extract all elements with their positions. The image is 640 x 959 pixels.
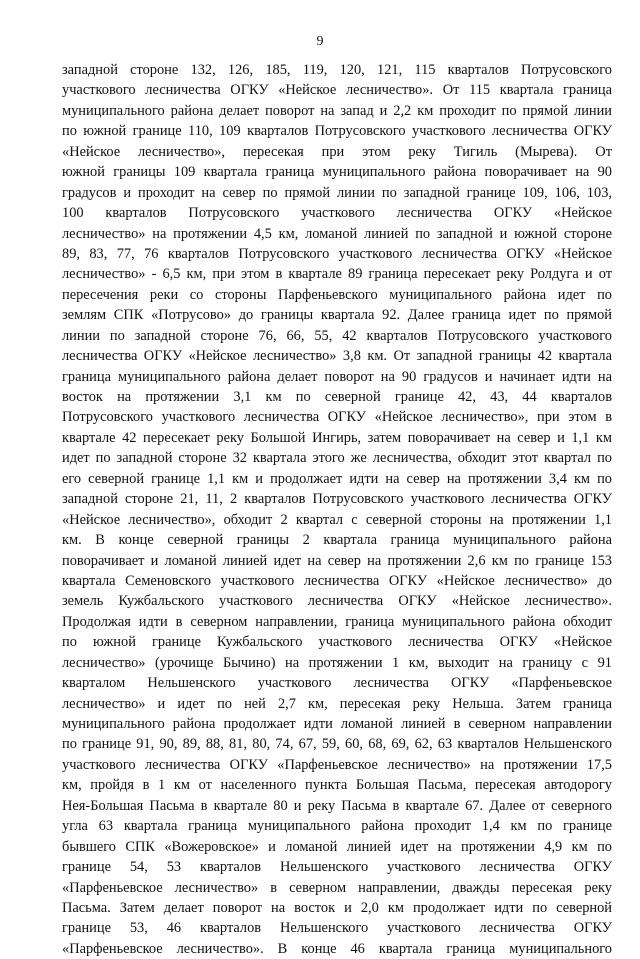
text-line: поворачивает и ломаной линией идет на север на протяжении 2,6 км по границе 153 [62,552,612,569]
text-line: Нея-Большая Пасьма в квартале 80 и реку Пасьма в квартале 67. Далее от северного [62,797,612,814]
text-line: южной границы 109 квартала граница муниципального района поворачивает на 90 [62,164,612,181]
text-line: его северной границе 1,1 км и продолжает идти на север на протяжении 3,4 км по [62,470,612,487]
text-line: границе 54, 53 кварталов Нельшенского участкового лесничества ОГКУ [62,859,612,876]
text-line: пересечения реки со стороны Парфеньевского муниципального района идет по [62,286,612,303]
page-number: 9 [316,34,324,49]
text-line: Продолжая идти в северном направлении, граница муниципального района обходит [62,613,612,630]
text-line: км, пройдя в 1 км от населенного пункта Большая Пасьма, пересекая автодорогу [62,777,612,794]
text-line: 89, 83, 77, 76 кварталов Потрусовского участкового лесничества ОГКУ «Нейское [62,245,612,262]
text-line: по границе 91, 90, 89, 88, 81, 80, 74, 67, 59, 60, 68, 69, 62, 63 кварталов Нельшенского [62,736,612,753]
text-line: земель Кужбальского участкового лесничества ОГКУ «Нейское лесничество». [62,593,612,610]
text-line: линии по западной стороне 76, 66, 55, 42 кварталов Потрусовского участкового [62,327,612,344]
text-line: лесничества ОГКУ «Нейское лесничество» 3,8 км. От западной границы 42 квартала [62,348,612,365]
text-line: «Парфеньевское лесничество». В конце 46 квартала граница муниципального [62,940,612,957]
text-line: лесничество» (урочище Бычино) на протяжении 1 км, выходит на границу с 91 [62,654,612,671]
text-line: землям СПК «Потрусово» до границы квартала 92. Далее граница идет по прямой [62,307,612,324]
text-line: восток на протяжении 3,1 км по северной границе 42, 43, 44 кварталов [62,389,612,405]
text-line: участкового лесничества ОГКУ «Нейское лесничество». От 115 квартала граница [62,82,612,99]
text-line: границе 53, 46 кварталов Нельшенского участкового лесничества ОГКУ [62,920,612,937]
text-line: «Нейское лесничество», обходит 2 квартал с северной стороны на протяжении 1,1 [62,511,612,528]
text-line: Пасьма. Затем делает поворот на восток и 2,0 км продолжает идти по северной [62,899,612,916]
text-line: граница муниципального района делает поворот на 90 градусов и начинает идти на [62,368,612,385]
text-line: квартале 42 пересекает реку Большой Ингирь, затем поворачивает на север и 1,1 км [62,429,612,446]
text-line: по южной границе Кужбальского участкового лесничества ОГКУ «Нейское [62,634,612,651]
body-text [62,60,612,959]
text-line: лесничество» - 6,5 км, при этом в квартале 89 граница пересекает реку Ролдуга и от [62,266,612,283]
text-line: 100 кварталов Потрусовского участкового лесничества ОГКУ «Нейское [62,205,612,222]
text-line: квартала Семеновского участкового лесничества ОГКУ «Нейское лесничество» до [62,572,612,589]
text-line: км. В конце северной границы 2 квартала граница муниципального района [62,532,612,549]
text-line: муниципального района делает поворот на запад и 2,2 км проходит по прямой линии [62,102,612,119]
text-line: угла 63 квартала граница муниципального района проходит 1,4 км по границе [62,818,612,835]
text-line: муниципального района продолжает идти ломаной линией в северном направлении [62,716,612,732]
text-line: лесничество» и идет по ней 2,7 км, пересекая реку Нельша. Затем граница [62,695,612,712]
text-line: Потрусовского участкового лесничества ОГКУ «Нейское лесничество», при этом в [62,409,612,426]
text-line: «Нейское лесничество», пересекая при этом реку Тигиль (Мырева). От [62,143,612,160]
text-line: участкового лесничества ОГКУ «Парфеньевское лесничество» на протяжении 17,5 [62,756,612,773]
text-line: градусов и проходит на север по прямой линии по западной границе 109, 106, 103, [62,184,612,201]
text-line: бывшего СПК «Вожеровское» и ломаной линией идет на протяжении 4,9 км по [62,838,612,855]
text-line: западной стороне 132, 126, 185, 119, 120, 121, 115 кварталов Потрусовского [62,62,612,78]
text-line: западной стороне 21, 11, 2 кварталов Потрусовского участкового лесничества ОГКУ [62,491,612,508]
text-line: идет по западной стороне 32 квартала этого же лесничества, обходит этот квартал по [62,450,612,467]
text-line: «Парфеньевское лесничество» в северном направлении, дважды пересекая реку [62,879,612,896]
text-line: по южной границе 110, 109 кварталов Потрусовского участкового лесничества ОГКУ [62,123,612,140]
text-line: лесничество» на протяжении 4,5 км, ломаной линией по западной и южной стороне [62,225,612,242]
text-line: кварталом Нельшенского участкового лесничества ОГКУ «Парфеньевское [62,675,612,692]
